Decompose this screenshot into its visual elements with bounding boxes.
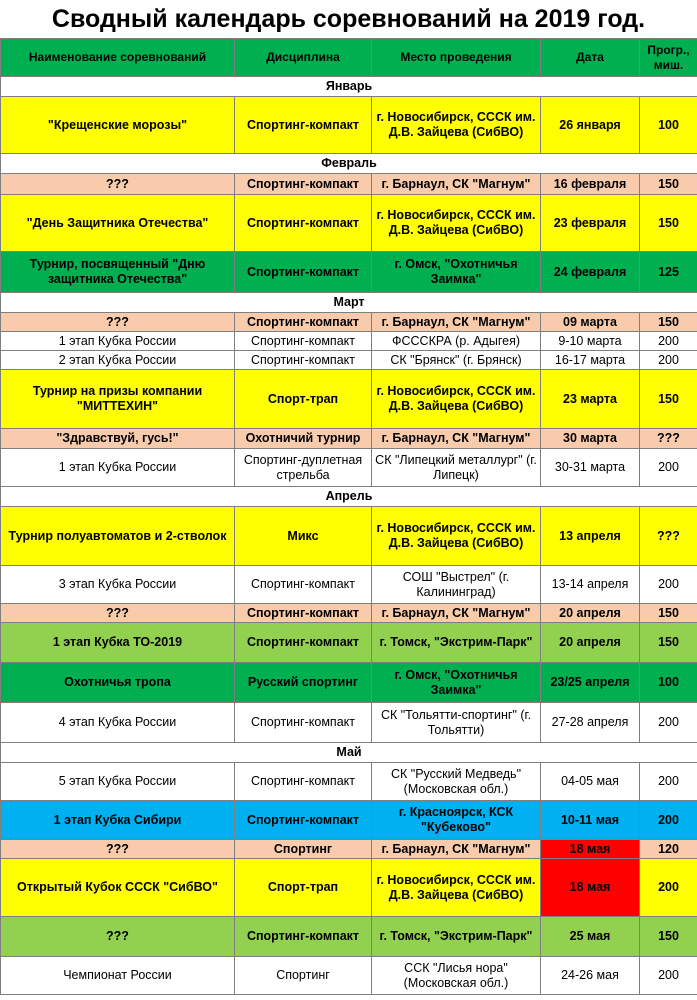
event-prog: 200 bbox=[640, 351, 697, 370]
event-place: г. Томск, "Экстрим-Парк" bbox=[372, 623, 541, 663]
event-place: г. Красноярск, КСК "Кубеково" bbox=[372, 801, 541, 840]
event-prog: 200 bbox=[640, 449, 697, 487]
event-prog: 100 bbox=[640, 663, 697, 703]
event-prog: 200 bbox=[640, 703, 697, 743]
event-place: г. Барнаул, СК "Магнум" bbox=[372, 604, 541, 623]
event-name: Турнир полуавтоматов и 2-стволок bbox=[1, 507, 235, 566]
event-row bbox=[1, 840, 697, 859]
event-discipline: Спортинг bbox=[235, 840, 372, 859]
event-place: г. Новосибирск, СССК им. Д.В. Зайцева (СибВО) bbox=[372, 507, 541, 566]
event-row bbox=[1, 663, 697, 703]
event-prog: 200 bbox=[640, 332, 697, 351]
event-prog: 150 bbox=[640, 370, 697, 429]
event-prog: 150 bbox=[640, 917, 697, 957]
event-prog: 200 bbox=[640, 957, 697, 995]
event-prog: 150 bbox=[640, 195, 697, 252]
event-discipline: Спортинг-компакт bbox=[235, 917, 372, 957]
event-place: г. Новосибирск, СССК им. Д.В. Зайцева (СибВО) bbox=[372, 97, 541, 154]
event-place: г. Новосибирск, СССК им. Д.В. Зайцева (СибВО) bbox=[372, 195, 541, 252]
event-date: 23 февраля bbox=[541, 195, 640, 252]
event-place: ФСССКРА (р. Адыгея) bbox=[372, 332, 541, 351]
event-prog: 150 bbox=[640, 313, 697, 332]
event-row bbox=[1, 332, 697, 351]
event-name: ??? bbox=[1, 174, 235, 195]
event-row bbox=[1, 957, 697, 995]
event-row bbox=[1, 507, 697, 566]
event-row bbox=[1, 195, 697, 252]
event-prog: ??? bbox=[640, 429, 697, 449]
event-discipline: Русский спортинг bbox=[235, 663, 372, 703]
event-date: 25 мая bbox=[541, 917, 640, 957]
event-discipline: Спортинг-компакт bbox=[235, 703, 372, 743]
header-name: Наименование соревнований bbox=[1, 39, 235, 77]
event-name: Турнир на призы компании "МИТТЕХИН" bbox=[1, 370, 235, 429]
event-row bbox=[1, 801, 697, 840]
event-discipline: Спортинг-компакт bbox=[235, 174, 372, 195]
event-place: г. Томск, "Экстрим-Парк" bbox=[372, 917, 541, 957]
event-row bbox=[1, 763, 697, 801]
event-name: 3 этап Кубка России bbox=[1, 566, 235, 604]
event-name: 5 этап Кубка России bbox=[1, 763, 235, 801]
header-prog: Прогр., миш. bbox=[640, 39, 697, 77]
month-label: Апрель bbox=[1, 487, 697, 507]
event-prog: 150 bbox=[640, 174, 697, 195]
event-place: г. Барнаул, СК "Магнум" bbox=[372, 429, 541, 449]
event-discipline: Спортинг-компакт bbox=[235, 332, 372, 351]
event-name: "Здравствуй, гусь!" bbox=[1, 429, 235, 449]
event-name: ??? bbox=[1, 917, 235, 957]
event-discipline: Спортинг-компакт bbox=[235, 313, 372, 332]
event-row bbox=[1, 623, 697, 663]
month-row bbox=[1, 293, 697, 313]
month-row bbox=[1, 743, 697, 763]
event-date: 26 января bbox=[541, 97, 640, 154]
event-prog: 120 bbox=[640, 840, 697, 859]
event-discipline: Спортинг-компакт bbox=[235, 604, 372, 623]
event-name: Охотничья тропа bbox=[1, 663, 235, 703]
month-label: Март bbox=[1, 293, 697, 313]
event-place: г. Омск, "Охотничья Заимка" bbox=[372, 663, 541, 703]
event-discipline: Спортинг-компакт bbox=[235, 623, 372, 663]
event-row bbox=[1, 313, 697, 332]
event-discipline: Спорт-трап bbox=[235, 859, 372, 917]
page-title: Сводный календарь соревнований на 2019 год. bbox=[51, 5, 646, 33]
month-row bbox=[1, 154, 697, 174]
event-prog: 100 bbox=[640, 97, 697, 154]
event-place: СОШ "Выстрел" (г. Калининград) bbox=[372, 566, 541, 604]
event-place: г. Омск, "Охотничья Заимка" bbox=[372, 252, 541, 293]
event-row bbox=[1, 917, 697, 957]
event-date: 20 апреля bbox=[541, 623, 640, 663]
event-name: ??? bbox=[1, 313, 235, 332]
event-row bbox=[1, 370, 697, 429]
event-date: 24 февраля bbox=[541, 252, 640, 293]
event-date: 09 марта bbox=[541, 313, 640, 332]
event-date: 27-28 апреля bbox=[541, 703, 640, 743]
event-row bbox=[1, 97, 697, 154]
event-place: СК "Тольятти-спортинг" (г. Тольятти) bbox=[372, 703, 541, 743]
event-row bbox=[1, 351, 697, 370]
event-row bbox=[1, 604, 697, 623]
event-prog: 200 bbox=[640, 801, 697, 840]
event-discipline: Спортинг-компакт bbox=[235, 252, 372, 293]
event-discipline: Спортинг-компакт bbox=[235, 195, 372, 252]
event-date: 13 апреля bbox=[541, 507, 640, 566]
event-date: 13-14 апреля bbox=[541, 566, 640, 604]
event-discipline: Спортинг-компакт bbox=[235, 351, 372, 370]
event-date: 30 марта bbox=[541, 429, 640, 449]
event-date: 23/25 апреля bbox=[541, 663, 640, 703]
event-date: 16 февраля bbox=[541, 174, 640, 195]
event-place: СК "Русский Медведь" (Московская обл.) bbox=[372, 763, 541, 801]
event-date: 04-05 мая bbox=[541, 763, 640, 801]
month-label: Февраль bbox=[1, 154, 697, 174]
event-date: 16-17 марта bbox=[541, 351, 640, 370]
event-row bbox=[1, 859, 697, 917]
event-discipline: Спорт-трап bbox=[235, 370, 372, 429]
header-discipline: Дисциплина bbox=[235, 39, 372, 77]
event-discipline: Спортинг-компакт bbox=[235, 566, 372, 604]
event-place: СК "Брянск" (г. Брянск) bbox=[372, 351, 541, 370]
event-discipline: Микс bbox=[235, 507, 372, 566]
header-place: Место проведения bbox=[372, 39, 541, 77]
month-row bbox=[1, 487, 697, 507]
event-name: ??? bbox=[1, 840, 235, 859]
event-place: г. Новосибирск, СССК им. Д.В. Зайцева (СибВО) bbox=[372, 370, 541, 429]
event-prog: 150 bbox=[640, 604, 697, 623]
event-name: 1 этап Кубка России bbox=[1, 332, 235, 351]
event-prog: 200 bbox=[640, 566, 697, 604]
event-name: 1 этап Кубка Сибири bbox=[1, 801, 235, 840]
event-date: 24-26 мая bbox=[541, 957, 640, 995]
event-name: ??? bbox=[1, 604, 235, 623]
event-discipline: Спортинг-дуплетная стрельба bbox=[235, 449, 372, 487]
event-name: "Крещенские морозы" bbox=[1, 97, 235, 154]
event-prog: 125 bbox=[640, 252, 697, 293]
event-name: Турнир, посвященный "Дню защитника Отечества" bbox=[1, 252, 235, 293]
event-prog: 150 bbox=[640, 623, 697, 663]
event-row bbox=[1, 174, 697, 195]
header-date: Дата bbox=[541, 39, 640, 77]
month-label: Май bbox=[1, 743, 697, 763]
event-discipline: Спортинг bbox=[235, 957, 372, 995]
event-name: Чемпионат России bbox=[1, 957, 235, 995]
event-row bbox=[1, 566, 697, 604]
event-name: Открытый Кубок СССК "СибВО" bbox=[1, 859, 235, 917]
event-prog: 200 bbox=[640, 763, 697, 801]
event-name: "День Защитника Отечества" bbox=[1, 195, 235, 252]
event-place: г. Барнаул, СК "Магнум" bbox=[372, 174, 541, 195]
event-date: 9-10 марта bbox=[541, 332, 640, 351]
event-date: 10-11 мая bbox=[541, 801, 640, 840]
event-row bbox=[1, 252, 697, 293]
event-date: 30-31 марта bbox=[541, 449, 640, 487]
event-discipline: Спортинг-компакт bbox=[235, 763, 372, 801]
event-row bbox=[1, 703, 697, 743]
event-place: г. Новосибирск, СССК им. Д.В. Зайцева (СибВО) bbox=[372, 859, 541, 917]
event-date: 18 мая bbox=[541, 859, 640, 917]
event-name: 1 этап Кубка ТО-2019 bbox=[1, 623, 235, 663]
event-date: 18 мая bbox=[541, 840, 640, 859]
event-prog: ??? bbox=[640, 507, 697, 566]
event-name: 1 этап Кубка России bbox=[1, 449, 235, 487]
event-discipline: Охотничий турнир bbox=[235, 429, 372, 449]
header-row bbox=[1, 39, 697, 77]
event-place: г. Барнаул, СК "Магнум" bbox=[372, 313, 541, 332]
event-place: ССК "Лисья нора" (Московская обл.) bbox=[372, 957, 541, 995]
event-name: 4 этап Кубка России bbox=[1, 703, 235, 743]
event-name: 2 этап Кубка России bbox=[1, 351, 235, 370]
month-label: Январь bbox=[1, 77, 697, 97]
event-date: 23 марта bbox=[541, 370, 640, 429]
month-row bbox=[1, 77, 697, 97]
event-row bbox=[1, 429, 697, 449]
event-date: 20 апреля bbox=[541, 604, 640, 623]
event-discipline: Спортинг-компакт bbox=[235, 97, 372, 154]
event-discipline: Спортинг-компакт bbox=[235, 801, 372, 840]
event-row bbox=[1, 449, 697, 487]
event-place: СК "Липецкий металлург" (г. Липецк) bbox=[372, 449, 541, 487]
event-prog: 200 bbox=[640, 859, 697, 917]
event-place: г. Барнаул, СК "Магнум" bbox=[372, 840, 541, 859]
calendar-table bbox=[0, 38, 697, 995]
